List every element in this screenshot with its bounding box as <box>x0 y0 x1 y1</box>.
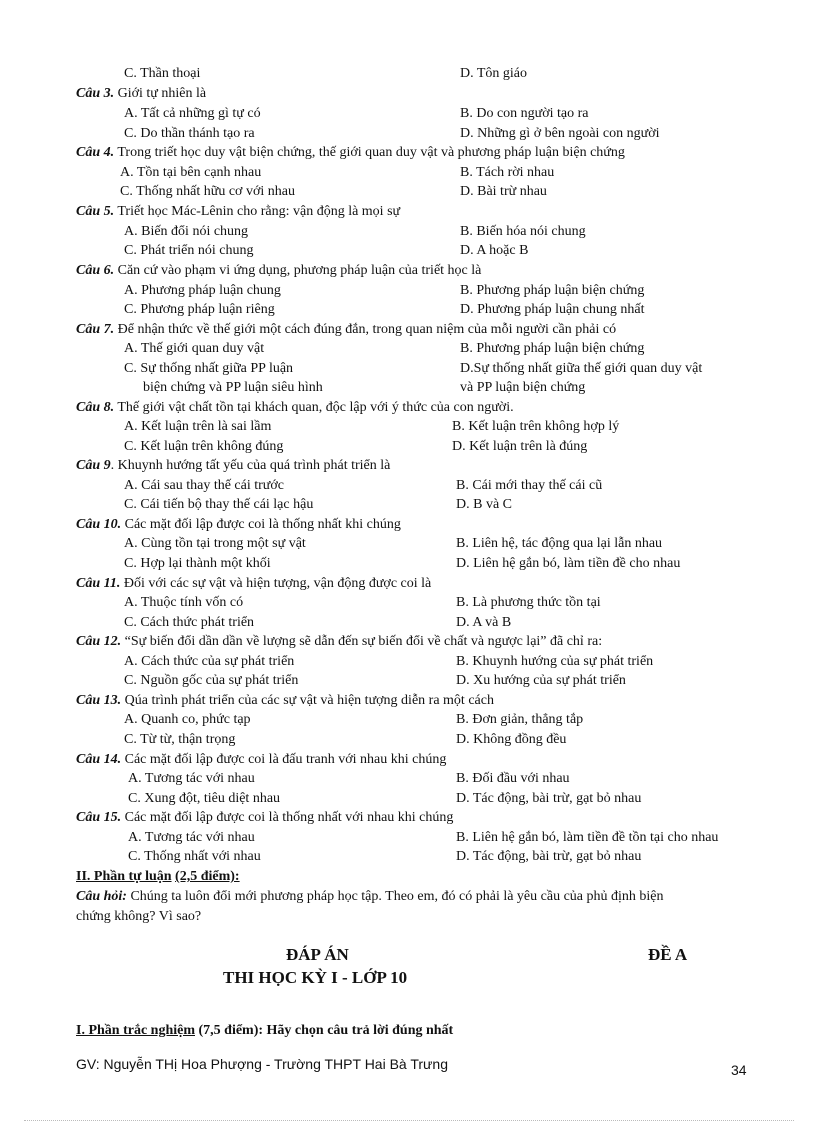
question-label: Câu 13. <box>76 693 122 708</box>
option: D. Kết luận trên là đúng <box>452 439 588 454</box>
question-row <box>0 261 816 281</box>
question-label: Câu 5. <box>76 204 115 219</box>
question-label: Câu 8. <box>76 400 115 415</box>
option: D. A và B <box>456 615 512 630</box>
option: D. Tác động, bài trừ, gạt bỏ nhau <box>456 791 642 806</box>
option: A. Tương tác với nhau <box>128 771 255 786</box>
question-row <box>0 84 816 104</box>
option: B. Biến hóa nói chung <box>460 224 586 239</box>
option: D. Những gì ở bên ngoài con người <box>460 126 660 141</box>
essay-points: (2,5 điểm): <box>175 869 240 884</box>
option: C. Thần thoại <box>124 66 201 81</box>
option: D. Bài trừ nhau <box>460 184 547 199</box>
option: A. Quanh co, phức tạp <box>124 712 251 727</box>
essay-question-cont <box>0 907 816 927</box>
question-row <box>0 808 816 828</box>
option: D. Tác động, bài trừ, gạt bỏ nhau <box>456 849 642 864</box>
option: B. Kết luận trên không hợp lý <box>452 419 620 434</box>
options-row <box>0 847 816 867</box>
option: D. Phương pháp luận chung nhất <box>460 302 645 317</box>
options-row <box>0 769 816 789</box>
option: A. Tất cả những gì tự có <box>124 106 261 121</box>
answer-title: ĐÁP ÁN <box>286 945 349 964</box>
options-row <box>0 710 816 730</box>
option: B. Đối đầu với nhau <box>456 771 570 786</box>
question-text: Thế giới vật chất tồn tại khách quan, độc lập với ý thức của con người. <box>117 400 514 415</box>
question-text: “Sự biến đổi dần dần về lượng sẽ dẫn đến sự biến đổi về chất và ngược lại” đã chỉ ra: <box>124 634 603 649</box>
options-row <box>0 124 816 144</box>
options-row <box>0 671 816 691</box>
option: D. A hoặc B <box>460 243 529 258</box>
option: A. Cách thức của sự phát triển <box>124 654 295 669</box>
option: D.Sự thống nhất giữa thế giới quan duy vật <box>460 361 703 376</box>
question-row <box>0 750 816 770</box>
option: C. Hợp lại thành một khối <box>124 556 271 571</box>
question-text: Căn cứ vào phạm vi ứng dụng, phương pháp luận của triết học là <box>117 263 482 278</box>
question-text: Các mặt đối lập được coi là thống nhất với nhau khi chúng <box>124 810 454 825</box>
option: C. Phương pháp luận riêng <box>124 302 275 317</box>
question-label: Câu 7. <box>76 322 115 337</box>
options-row <box>0 182 816 202</box>
question-label: Câu 11. <box>76 576 121 591</box>
option: A. Cái sau thay thế cái trước <box>124 478 284 493</box>
essay-question <box>0 887 816 907</box>
option: A. Phương pháp luận chung <box>124 283 281 298</box>
option: B. Liên hệ, tác động qua lại lẫn nhau <box>456 536 663 551</box>
option-continuation: và PP luận biện chứng <box>460 380 586 395</box>
option: D. Liên hệ gắn bó, làm tiền đề cho nhau <box>456 556 681 571</box>
options-row <box>0 437 816 457</box>
question-label: Câu 14. <box>76 752 122 767</box>
option: B. Liên hệ gắn bó, làm tiền đề tồn tại cho nhau <box>456 830 719 845</box>
page-number: 34 <box>731 1062 747 1078</box>
question-text: Trong triết học duy vật biện chứng, thế giới quan duy vật và phương pháp luận biện chứng <box>117 145 625 160</box>
option: A. Tương tác với nhau <box>128 830 255 845</box>
option: B. Đơn giản, thẳng tắp <box>456 712 584 727</box>
option: D. Tôn giáo <box>460 66 528 81</box>
section1-instruction: (7,5 điểm): Hãy chọn câu trả lời đúng nhất <box>198 1023 454 1038</box>
options-row <box>0 476 816 496</box>
option-continuation: biện chứng và PP luận siêu hình <box>143 380 323 395</box>
option: D. Xu hướng của sự phát triển <box>456 673 626 688</box>
options-row <box>0 339 816 359</box>
option: C. Sự thống nhất giữa PP luận <box>124 361 294 376</box>
option: C. Xung đột, tiêu diệt nhau <box>128 791 281 806</box>
question-text: Giới tự nhiên là <box>117 86 207 101</box>
option: B. Phương pháp luận biện chứng <box>460 283 645 298</box>
essay-question-text-2: chứng không? Vì sao? <box>76 909 202 924</box>
question-row <box>0 398 816 418</box>
question-row <box>0 574 816 594</box>
question-row <box>0 691 816 711</box>
option: A. Thuộc tính vốn có <box>124 595 244 610</box>
options-row <box>0 163 816 183</box>
option: D. Không đồng đều <box>456 732 567 747</box>
options-row <box>0 241 816 261</box>
question-label: Câu 3. <box>76 86 115 101</box>
option: C. Thống nhất hữu cơ với nhau <box>120 184 295 199</box>
option: C. Kết luận trên không đúng <box>124 439 284 454</box>
question-text: Các mặt đối lập được coi là đấu tranh với nhau khi chúng <box>124 752 447 767</box>
question-label: Câu 6. <box>76 263 115 278</box>
options-row <box>0 281 816 301</box>
option: C. Nguồn gốc của sự phát triển <box>124 673 299 688</box>
essay-heading <box>0 867 816 887</box>
option: B. Do con người tạo ra <box>460 106 589 121</box>
option: B. Là phương thức tồn tại <box>456 595 601 610</box>
option: C. Cách thức phát triển <box>124 615 255 630</box>
options-row <box>0 554 816 574</box>
options-row <box>0 593 816 613</box>
option: A. Kết luận trên là sai lầm <box>124 419 272 434</box>
question-text: Qúa trình phát triển của các sự vật và hiện tượng diễn ra một cách <box>124 693 494 708</box>
question-row <box>0 515 816 535</box>
essay-heading-label: II. Phần tự luận <box>76 869 172 884</box>
question-text: Để nhận thức về thế giới một cách đúng đắn, trong quan niệm của mỗi người cần phải có <box>117 322 617 337</box>
options-row <box>0 828 816 848</box>
options-row <box>0 104 816 124</box>
option: A. Tồn tại bên cạnh nhau <box>120 165 262 180</box>
question-row <box>0 456 816 476</box>
question-row <box>0 320 816 340</box>
question-row <box>0 202 816 222</box>
question-label: Câu 4. <box>76 145 115 160</box>
options-row <box>0 613 816 633</box>
options-row <box>0 789 816 809</box>
options-row <box>0 378 816 398</box>
options-row <box>0 417 816 437</box>
question-label: Câu 12. <box>76 634 122 649</box>
options-row <box>0 495 816 515</box>
option: A. Cùng tồn tại trong một sự vật <box>124 536 306 551</box>
question-label: Câu 10. <box>76 517 122 532</box>
option: C. Cái tiến bộ thay thế cái lạc hậu <box>124 497 314 512</box>
question-text: . Khuynh hướng tất yếu của quá trình phát triển là <box>110 458 391 473</box>
option: B. Phương pháp luận biện chứng <box>460 341 645 356</box>
option: B. Khuynh hướng của sự phát triển <box>456 654 654 669</box>
option: C. Phát triển nói chung <box>124 243 254 258</box>
options-row <box>0 652 816 672</box>
option: C. Thống nhất với nhau <box>128 849 261 864</box>
option: D. B và C <box>456 497 512 512</box>
option: C. Từ từ, thận trọng <box>124 732 236 747</box>
essay-question-label: Câu hỏi: <box>76 889 127 904</box>
page-divider <box>24 1120 794 1121</box>
question-label: Câu 15. <box>76 810 122 825</box>
option: C. Do thần thánh tạo ra <box>124 126 255 141</box>
option: B. Tách rời nhau <box>460 165 555 180</box>
question-row <box>0 632 816 652</box>
footer-author: GV: Nguyễn THị Hoa Phượng - Trường THPT Hai Bà Trưng <box>76 1056 448 1072</box>
exam-subtitle: THI HỌC KỲ I - LỚP 10 <box>223 968 408 987</box>
options-row <box>0 222 816 242</box>
options-row <box>0 64 816 84</box>
section1-label: I. Phần trắc nghiệm <box>76 1023 195 1038</box>
section1-heading <box>0 1021 816 1041</box>
option: A. Thế giới quan duy vật <box>124 341 265 356</box>
question-label: Câu 9 <box>76 458 111 473</box>
option: B. Cái mới thay thế cái cũ <box>456 478 603 493</box>
question-text: Đối với các sự vật và hiện tượng, vận động được coi là <box>123 576 432 591</box>
question-row <box>0 143 816 163</box>
essay-question-text: Chúng ta luôn đổi mới phương pháp học tập. Theo em, đó có phải là yêu cầu của phủ định biện <box>130 889 664 904</box>
options-row <box>0 534 816 554</box>
options-row <box>0 300 816 320</box>
question-text: Các mặt đối lập được coi là thống nhất khi chúng <box>124 517 401 532</box>
options-row <box>0 730 816 750</box>
option: A. Biến đổi nói chung <box>124 224 249 239</box>
options-row <box>0 359 816 379</box>
question-text: Triết học Mác-Lênin cho rằng: vận động là mọi sự <box>117 204 401 219</box>
exam-code: ĐỀ A <box>648 945 688 964</box>
